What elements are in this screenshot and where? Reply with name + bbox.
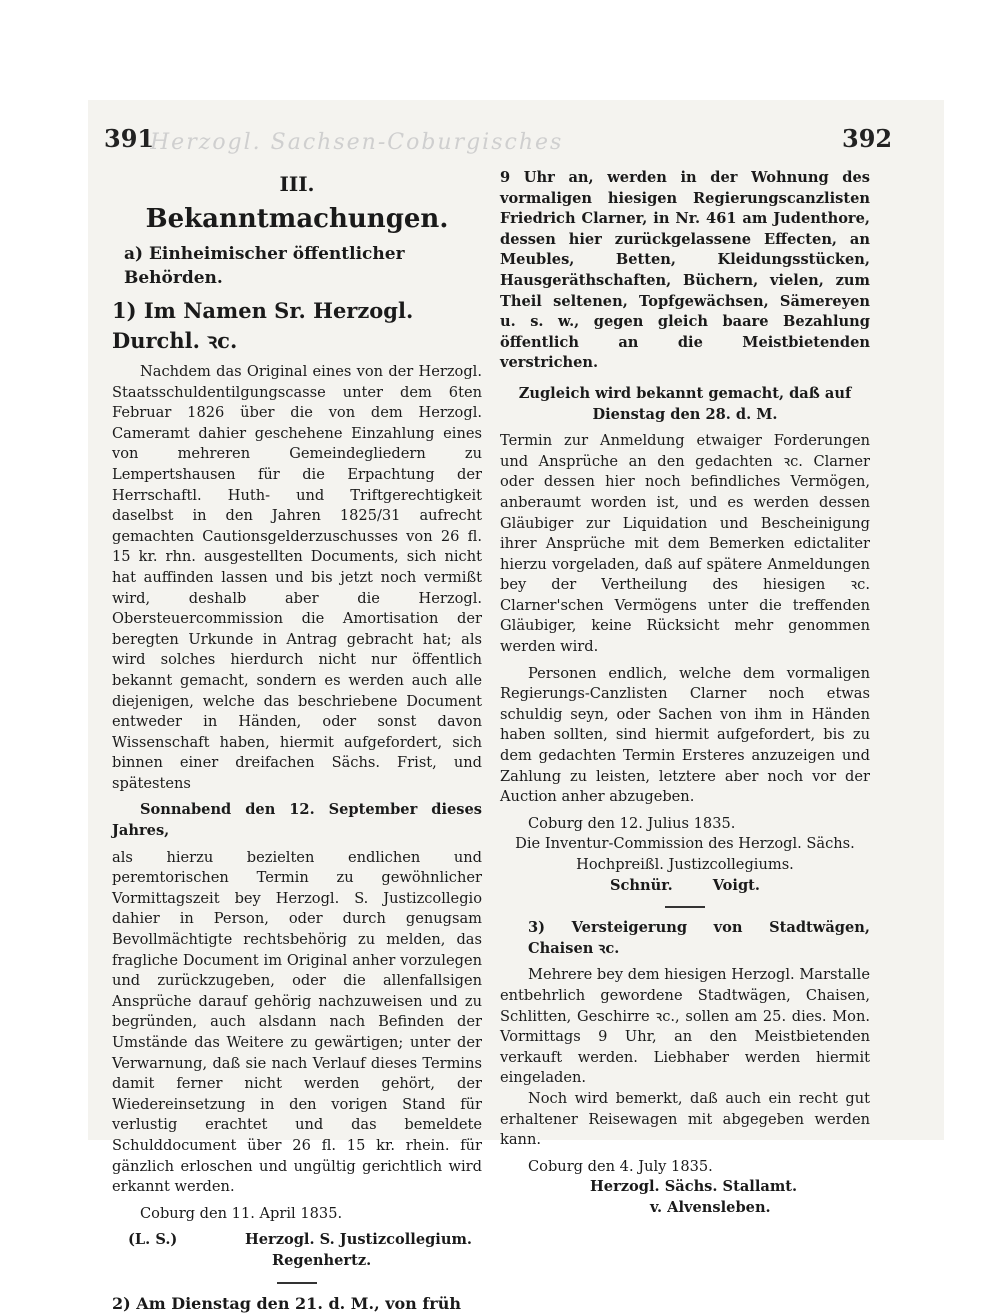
item3-authority: Herzogl. Sächs. Stallamt. — [590, 1178, 798, 1196]
item3-note: Noch wird bemerkt, daß auch ein recht gut erhaltener Reisewagen mit abgegeben werden kann. — [500, 1089, 870, 1149]
item1-body-continued: als hierzu bezielten endlichen und peremtorischen Termin zu gewöhnlicher Vormittagszeit bey Herzogl. S. Justizcollegio dahier in Person, oder durch genugsam Bevollmächtigte rechtsbehörig zu melden, das fragliche Document im Original anher vorzulegen und zurückzugeben, oder die allenfallsigen Ansprüche darauf gehörig nachzuweisen und zu begründen, auch alsdann nach Befinden der Umstände das Weitere zu gewärtigen; unter der Verwarnung, daß sie nach Verlauf dieses Termins damit ferner nicht werden gehört, der Wiedereinsetzung in den vorigen Stand für verlustig erachtet und das bemeldete Schulddocument über 26 fl. 15 kr. rhein. für gänzlich erloschen und ungültig gerichtlich wird erkannt werden. — [112, 848, 482, 1196]
left-column — [112, 168, 482, 1314]
section-number: III. — [279, 172, 315, 196]
left-page-number: 391 — [104, 124, 155, 153]
right-page-number: 392 — [842, 124, 893, 153]
item2-body-continued: Personen endlich, welche dem vormaligen Regierungs-Canzlisten Clarner noch etwas schuldig seyn, oder Sachen von ihm in Händen haben sollten, sind hiermit aufgefordert, bis zu dem gedachten Termin Ersteres anzuzeigen und Zahlung zu leisten, letztere aber noch vor der Auction anher abzugeben. — [500, 664, 870, 806]
item2-body: Termin zur Anmeldung etwaiger Forderungen und Ansprüche an den gedachten ꝛc. Clarner oder dessen hier noch befindliches Vermögen, anberaumt worden ist, und es werden dessen Gläubiger zur Liquidation und Bescheinigung ihrer Ansprüche mit dem Bemerken edictaliter hierzu vorgeladen, daß auf spätere Anmeldungen bey der Vertheilung des hiesigen ꝛc. Clarner'schen Vermögens unter die treffenden Gläubiger, keine Rücksicht mehr genommen werden wird. — [500, 432, 870, 656]
item1-authority: Herzogl. S. Justizcollegium. — [244, 1231, 472, 1249]
bleed-through-text: Herzogl. Sachsen-Coburgisches — [150, 130, 564, 155]
item2-continued: 9 Uhr an, werden in der Wohnung des vormaligen hiesigen Regierungscanzlisten Friedrich Clarner, in Nr. 461 am Judenthore, dessen hier zurückgelassene Effecten, an Meubles, Betten, Kleidungsstücken, Hausgeräthschaften, Büchern, vielen, zum Theil seltenen, Topfgewächsen, Sämereyen u. s. w., gegen gleich baare Bezahlung öffentlich an die Meistbietenden verstrichen. — [500, 169, 870, 372]
item1-signer: Regenhertz. — [272, 1251, 372, 1269]
item1-place-date: Coburg den 11. April 1835. — [140, 1204, 343, 1222]
right-column — [500, 168, 870, 1219]
item1-body: Nachdem das Original eines von der Herzogl. Staatsschuldentilgungscasse unter dem 6ten Februar 1826 über die von dem Herzogl. Cameramt dahier geschehene Einzahlung eines von mehreren Gemeindegliedern zu Lempertshausen für die Erpachtung der Herrschaftl. Huth- und Triftgerechtigkeit daselbst in den Jahren 1825/31 aufrecht gemachten Cautionsgelderzuschusses von 26 fl. 15 kr. rhn. ausgestellten Documents, sich nicht hat auffinden lassen und bis jetzt noch vermißt wird, deshalb aber die Herzogl. Obersteuercommission die Amortisation der beregten Urkunde in Antrag gebracht hat; als wird solches hierdurch nicht nur öffentlich bekannt gemacht, sondern es werden auch alle diejenigen, welche das beschriebene Document entweder in Händen, oder sonst davon Wissenschaft haben, hiermit aufgefordert, sich binnen einer dreifachen Sächs. Frist, und spätestens — [112, 363, 482, 792]
item1-heading: 1) Im Namen Sr. Herzogl. Durchl. ꝛc. — [112, 298, 414, 353]
item1-signature-row — [112, 1230, 482, 1251]
separator-rule — [277, 1282, 317, 1284]
item2-place-date: Coburg den 12. Julius 1835. — [528, 814, 736, 832]
item2-signer-1: Schnür. — [610, 876, 673, 894]
separator-rule-right — [665, 906, 705, 908]
item3-place-date: Coburg den 4. July 1835. — [528, 1157, 713, 1175]
item3-signer: v. Alvensleben. — [650, 1198, 771, 1216]
item2-signer-2: Voigt. — [712, 876, 760, 894]
item2-notice: Zugleich wird bekannt gemacht, daß auf Dienstag den 28. d. M. — [518, 384, 852, 423]
subsection-heading: a) Einheimischer öffentlicher Behörden. — [124, 244, 405, 288]
item3-heading: 3) Versteigerung von Stadtwägen, Chaisen ꝛc. — [528, 919, 870, 957]
item2-authority: Die Inventur-Commission des Herzogl. Sächs. Hochpreißl. Justizcollegiums. — [515, 835, 855, 873]
seal-mark: (L. S.) — [128, 1231, 178, 1249]
section-title: Bekanntmachungen. — [145, 204, 449, 234]
item3-body: Mehrere bey dem hiesigen Herzogl. Marstalle entbehrlich gewordene Stadtwägen, Chaisen, Schlitten, Geschirre ꝛc., sollen am 25. dies. Mon. Vormittags 9 Uhr, an den Meistbietenden verkauft werden. Liebhaber werden hiermit eingeladen. — [500, 966, 870, 1087]
item2-signers — [500, 876, 870, 897]
item1-date-line: Sonnabend den 12. September dieses Jahres, — [112, 801, 482, 840]
item2-start: 2) Am Dienstag den 21. d. M., von früh — [112, 1293, 461, 1313]
